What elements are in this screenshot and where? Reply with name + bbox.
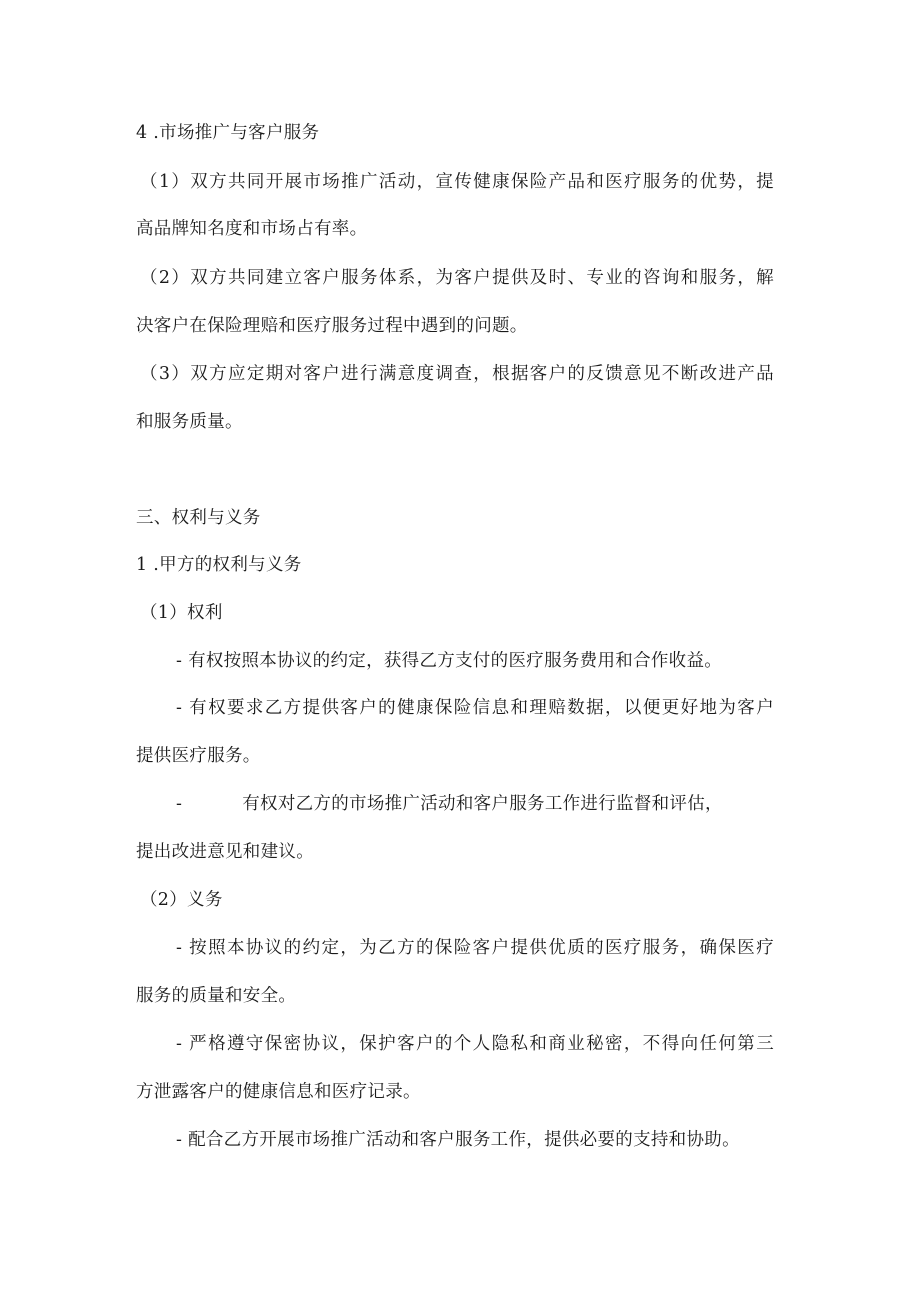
- bullet-line: - 按照本协议的约定，为乙方的保险客户提供优质的医疗服务，确保医疗: [176, 938, 774, 958]
- bullet-line: 提供医疗服务。: [136, 746, 261, 766]
- bullet-line: - 有权按照本协议的约定，获得乙方支付的医疗服务费用和合作收益。: [176, 651, 723, 671]
- paragraph-line: 高品牌知名度和市场占有率。: [136, 219, 368, 239]
- paragraph-line: 和服务质量。: [136, 412, 243, 432]
- bullet-line: [176, 793, 723, 815]
- bullet-line: - 配合乙方开展市场推广活动和客户服务工作，提供必要的支持和协助。: [176, 1130, 740, 1150]
- paragraph-line: （1）双方共同开展市场推广活动，宣传健康保险产品和医疗服务的优势，提: [140, 172, 774, 192]
- bullet-line: - 严格遵守保密协议，保护客户的个人隐私和商业秘密，不得向任何第三: [176, 1034, 774, 1054]
- paragraph-line: （2）双方共同建立客户服务体系，为客户提供及时、专业的咨询和服务，解: [140, 268, 774, 288]
- duties-heading: （2）义务: [140, 890, 223, 910]
- bullet-text: 有权对乙方的市场推广活动和客户服务工作进行监督和评估，: [242, 794, 723, 814]
- paragraph-line: 决客户在保险理赔和医疗服务过程中遇到的问题。: [136, 316, 528, 336]
- bullet-line: 方泄露客户的健康信息和医疗记录。: [136, 1082, 421, 1102]
- bullet-line: 服务的质量和安全。: [136, 986, 297, 1006]
- chapter-heading: 三、权利与义务: [136, 508, 261, 528]
- bullet-dash: -: [176, 794, 183, 814]
- section-heading: 4 .市场推广与客户服务: [136, 123, 320, 143]
- paragraph-line: （3）双方应定期对客户进行满意度调查，根据客户的反馈意见不断改进产品: [140, 364, 774, 384]
- rights-heading: （1）权利: [140, 603, 223, 623]
- subsection-heading: 1 .甲方的权利与义务: [136, 555, 302, 575]
- bullet-line: - 有权要求乙方提供客户的健康保险信息和理赔数据，以便更好地为客户: [176, 698, 774, 718]
- bullet-line: 提出改进意见和建议。: [136, 842, 314, 862]
